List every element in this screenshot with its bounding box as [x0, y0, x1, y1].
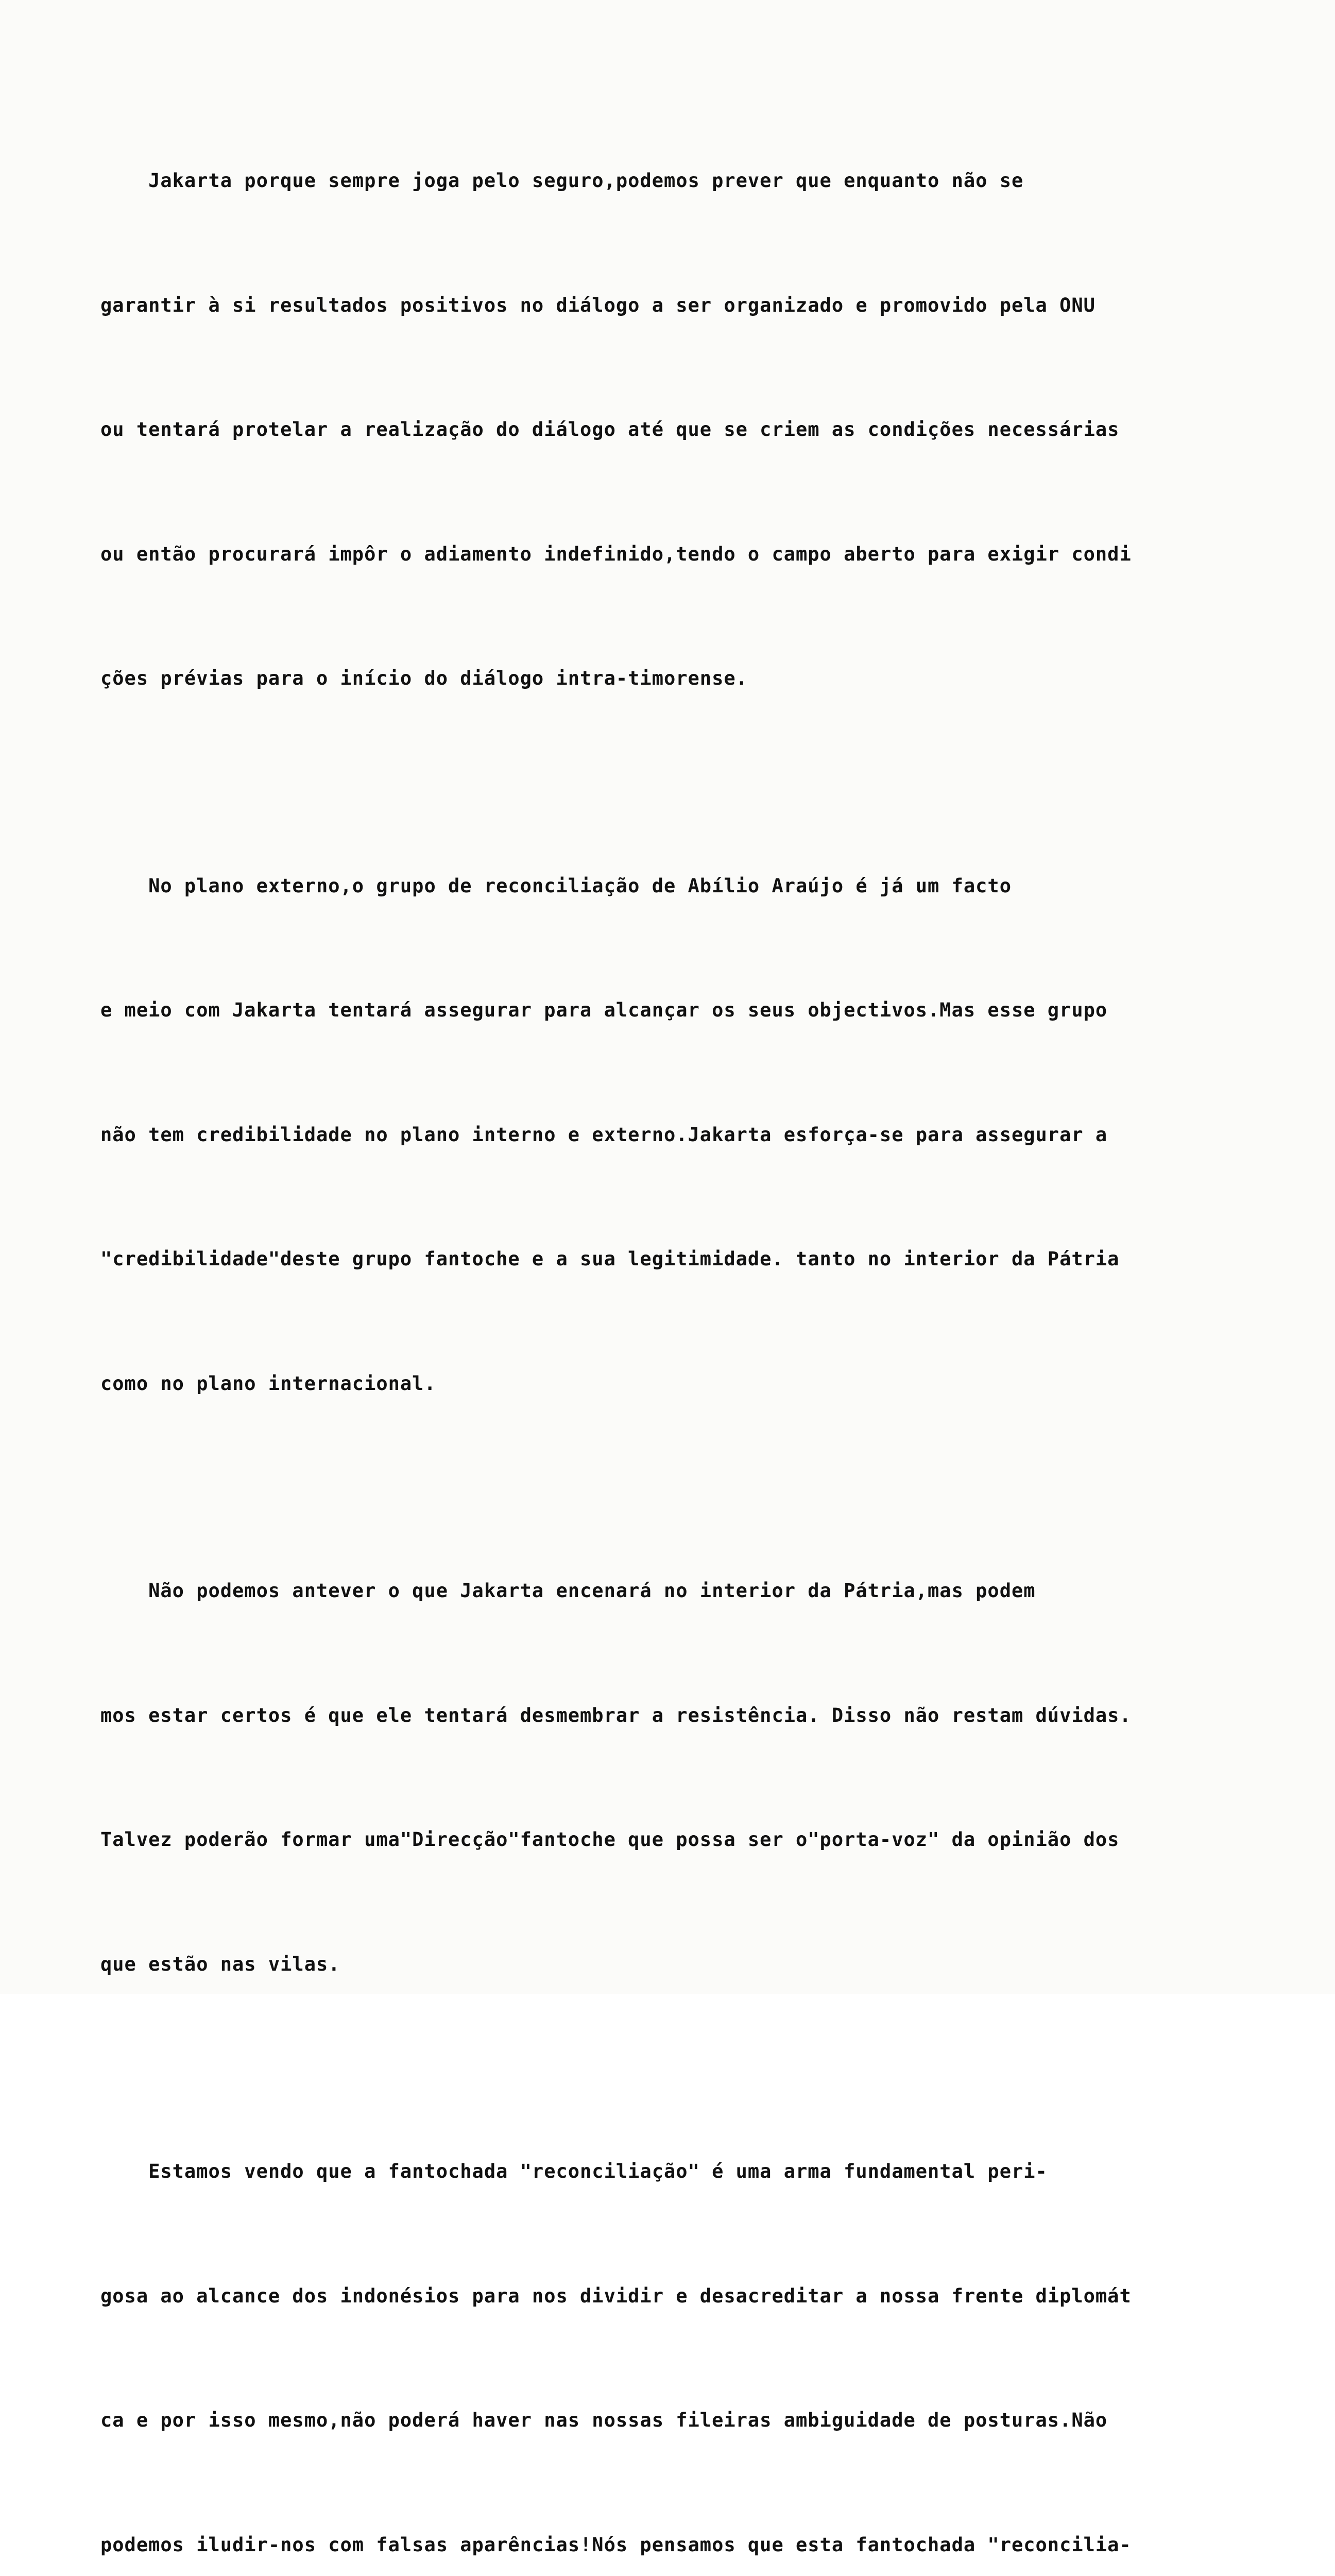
text-line: gosa ao alcance dos indonésios para nos dividir e desacreditar a nossa frente diplomát: [100, 2284, 1132, 2307]
text-line: ou tentará protelar a realização do diálogo até que se criem as condições necessárias: [100, 418, 1120, 440]
text-line: No plano externo,o grupo de reconciliação de Abílio Araújo é já um facto: [100, 874, 1012, 897]
paragraph-3: [100, 1487, 1223, 2068]
paragraph-4: [100, 2068, 1223, 2576]
text-line: podemos iludir-nos com falsas aparências!Nós pensamos que esta fantochada "reconcilia-: [100, 2533, 1132, 2556]
text-line: e meio com Jakarta tentará assegurar para alcançar os seus objectivos.Mas esse grupo: [100, 999, 1108, 1021]
text-line: ou então procurará impôr o adiamento indefinido,tendo o campo aberto para exigir condi: [100, 543, 1132, 565]
text-line: Não podemos antever o que Jakarta encenará no interior da Pátria,mas podem: [100, 1580, 1036, 1602]
text-line: que estão nas vilas.: [100, 1953, 340, 1975]
paragraph-2: [100, 783, 1223, 1488]
text-line: Jakarta porque sempre joga pelo seguro,podemos prever que enquanto não se: [100, 170, 1024, 192]
text-line: garantir à si resultados positivos no diálogo a ser organizado e promovido pela ONU: [100, 294, 1096, 316]
paragraph-1: [100, 77, 1223, 783]
text-line: Estamos vendo que a fantochada "reconciliação" é uma arma fundamental peri-: [100, 2160, 1048, 2182]
text-line: ções prévias para o início do diálogo intra-timorense.: [100, 667, 748, 689]
text-line: "credibilidade"deste grupo fantoche e a sua legitimidade. tanto no interior da Pátria: [100, 1248, 1120, 1270]
text-line: Talvez poderão formar uma"Direcção"fantoche que possa ser o"porta-voz" da opinião dos: [100, 1828, 1120, 1851]
text-line: ca e por isso mesmo,não poderá haver nas nossas fileiras ambiguidade de posturas.Não: [100, 2409, 1108, 2431]
document-body: [100, 77, 1223, 2576]
text-line: como no plano internacional.: [100, 1372, 436, 1395]
text-line: não tem credibilidade no plano interno e externo.Jakarta esforça-se para assegurar a: [100, 1123, 1108, 1146]
text-line: mos estar certos é que ele tentará desmembrar a resistência. Disso não restam dúvidas.: [100, 1704, 1132, 1726]
